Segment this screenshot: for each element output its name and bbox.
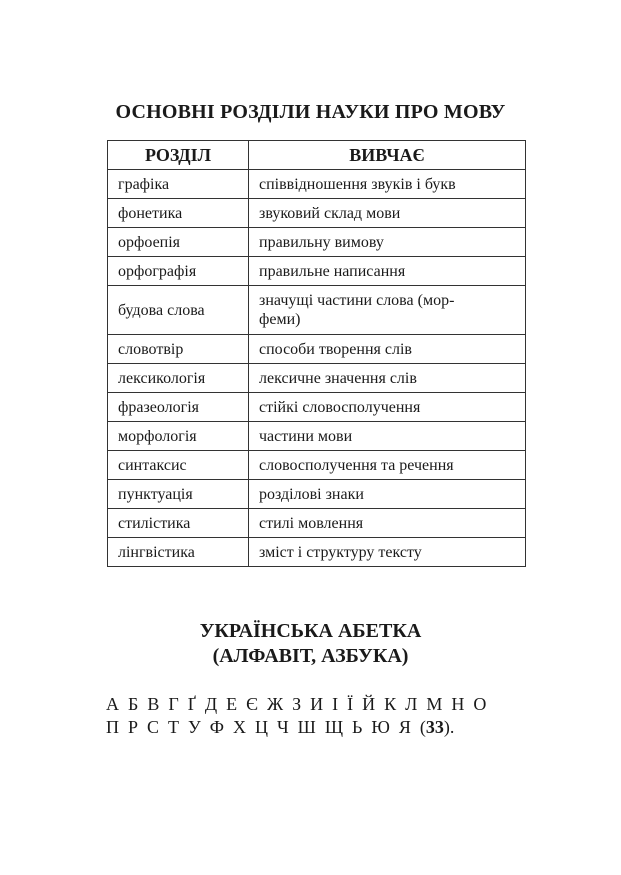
table-header-row [108,141,526,170]
alphabet-line-2 [106,717,536,738]
studies-cell: розділові знаки [249,480,526,509]
section-cell: пунктуація [108,480,249,509]
column-header-studies: ВИВЧАЄ [249,141,526,170]
table-row [108,509,526,538]
letter-count: 33 [425,717,444,737]
table-row [108,393,526,422]
studies-cell: частини мови [249,422,526,451]
table-row [108,422,526,451]
studies-cell: стилі мовлення [249,509,526,538]
section-cell: синтаксис [108,451,249,480]
alphabet-subtitle: (АЛФАВІТ, АЗБУКА) [212,645,409,667]
studies-cell: способи творення слів [249,335,526,364]
studies-cell: словосполучення та речення [249,451,526,480]
section-cell: графіка [108,170,249,199]
table-row [108,257,526,286]
studies-cell: звуковий склад мови [249,199,526,228]
alphabet-line-1: А Б В Г Ґ Д Е Є Ж З И І Ї Й К Л М Н О [106,694,487,714]
page-title: ОСНОВНІ РОЗДІЛИ НАУКИ ПРО МОВУ [115,101,506,123]
studies-cell: значущі частини слова (мор- феми) [249,286,526,335]
table-row [108,170,526,199]
section-cell: орфоепія [108,228,249,257]
section-cell: орфографія [108,257,249,286]
studies-cell: правильну вимову [249,228,526,257]
alphabet-line-end: ). [443,717,455,737]
column-header-section: РОЗДІЛ [108,141,249,170]
section-cell: фразеологія [108,393,249,422]
studies-cell: лексичне значення слів [249,364,526,393]
section-cell: будова слова [108,286,249,335]
table-row [108,364,526,393]
section-cell: лінгвістика [108,538,249,567]
studies-cell: співвідношення звуків і букв [249,170,526,199]
section-cell: лексикологія [108,364,249,393]
studies-cell: стійкі словосполучення [249,393,526,422]
table-row [108,228,526,257]
alphabet-title: УКРАЇНСЬКА АБЕТКА [199,620,422,642]
table-row [108,286,526,335]
section-cell: словотвір [108,335,249,364]
language-sections-table [107,140,526,567]
section-cell: стилістика [108,509,249,538]
section-cell: морфологія [108,422,249,451]
table-row [108,451,526,480]
table-row [108,335,526,364]
table-row [108,538,526,567]
section-cell: фонетика [108,199,249,228]
studies-cell: зміст і структуру тексту [249,538,526,567]
alphabet-letters: П Р С Т У Ф Х Ц Ч Ш Щ Ь Ю Я ( [106,717,426,737]
alphabet-heading [0,619,621,669]
studies-cell: правильне написання [249,257,526,286]
table-row [108,480,526,509]
table-row [108,199,526,228]
